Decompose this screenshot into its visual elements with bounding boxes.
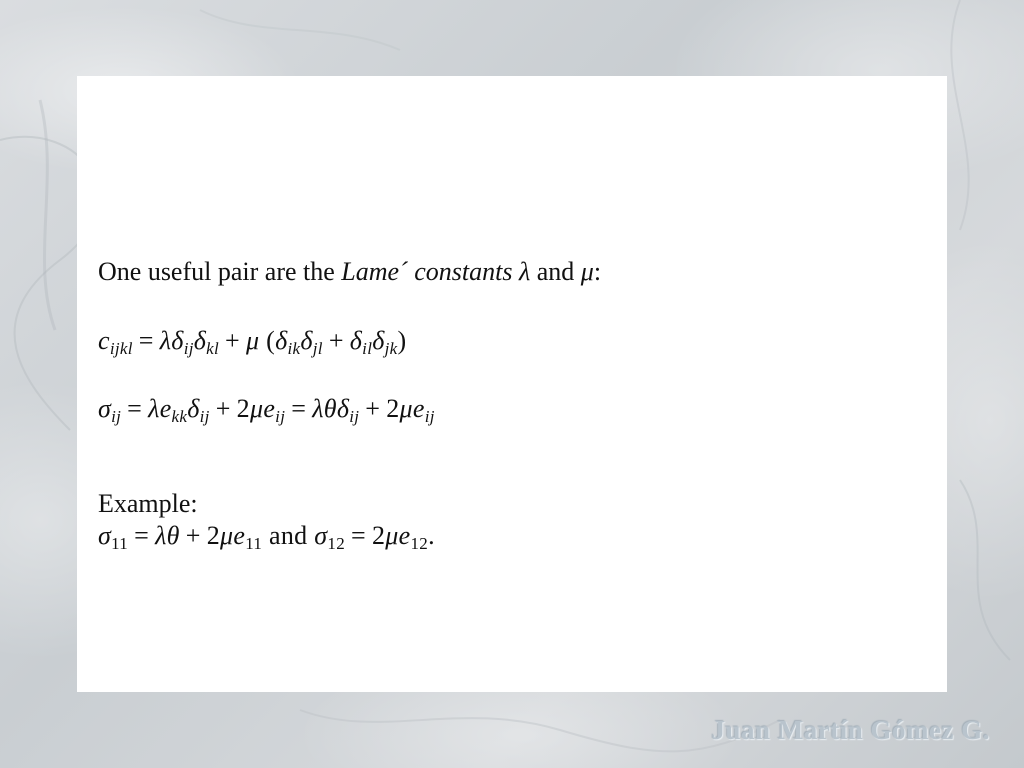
two-coefficient: 2 bbox=[206, 521, 220, 550]
e-subscript: 12 bbox=[410, 534, 429, 553]
mu-symbol: μ bbox=[220, 521, 234, 550]
delta-subscript: jk bbox=[384, 338, 398, 358]
delta-symbol: δ bbox=[349, 325, 363, 355]
sigma-subscript: ij bbox=[111, 407, 122, 426]
equation-stress-strain bbox=[98, 393, 918, 426]
delta-symbol: δ bbox=[336, 394, 350, 423]
period: . bbox=[428, 521, 435, 550]
c-symbol: c bbox=[98, 325, 110, 355]
theta-symbol: θ bbox=[323, 394, 337, 423]
delta-symbol: δ bbox=[372, 325, 385, 355]
equation-stiffness-tensor bbox=[98, 325, 918, 358]
example-label: Example: bbox=[98, 488, 198, 518]
example-equation bbox=[98, 520, 918, 553]
sigma-symbol: σ bbox=[98, 394, 112, 423]
lambda-symbol: λ bbox=[159, 325, 172, 355]
colon: : bbox=[593, 257, 602, 286]
delta-symbol: δ bbox=[171, 325, 184, 355]
plus-sign: + bbox=[328, 325, 344, 355]
mu-symbol: μ bbox=[399, 394, 413, 423]
sigma-symbol: σ bbox=[98, 521, 112, 550]
e-symbol: e bbox=[233, 521, 246, 550]
plus-sign: + bbox=[365, 394, 381, 423]
e-symbol: e bbox=[263, 394, 276, 423]
delta-symbol: δ bbox=[187, 394, 200, 423]
slide-body bbox=[98, 256, 918, 553]
plus-sign: + bbox=[215, 394, 231, 423]
lambda-symbol: λ bbox=[155, 521, 167, 550]
e-symbol: e bbox=[412, 394, 425, 423]
delta-subscript: ij bbox=[183, 338, 194, 358]
e-symbol: e bbox=[398, 521, 411, 550]
sigma-subscript: 12 bbox=[327, 534, 345, 553]
two-coefficient: 2 bbox=[236, 394, 250, 423]
equals-sign: = bbox=[127, 394, 143, 423]
mu-symbol: μ bbox=[249, 394, 264, 423]
e-subscript: ij bbox=[424, 407, 435, 426]
delta-subscript: jl bbox=[312, 338, 323, 358]
and-word: and bbox=[269, 521, 308, 550]
mu-symbol: μ bbox=[385, 521, 399, 550]
lambda-symbol: λ bbox=[148, 394, 160, 423]
mu-symbol: μ bbox=[580, 257, 594, 286]
delta-subscript: ik bbox=[287, 338, 301, 358]
equals-sign: = bbox=[134, 521, 150, 550]
delta-subscript: ij bbox=[199, 407, 210, 426]
lame-constants-term: Lame´ constants bbox=[341, 257, 513, 286]
sigma-symbol: σ bbox=[314, 521, 328, 550]
theta-symbol: θ bbox=[166, 521, 180, 550]
delta-symbol: δ bbox=[275, 325, 288, 355]
delta-symbol: δ bbox=[193, 325, 207, 355]
mu-symbol: μ bbox=[245, 325, 260, 355]
equals-sign: = bbox=[138, 325, 154, 355]
e-subscript: 11 bbox=[245, 534, 263, 553]
plus-sign: + bbox=[185, 521, 201, 550]
sigma-subscript: 11 bbox=[111, 534, 129, 553]
and-word: and bbox=[536, 257, 575, 286]
equals-sign: = bbox=[351, 521, 366, 550]
plus-sign: + bbox=[225, 325, 240, 355]
author-watermark: Juan Martín Gómez G. bbox=[711, 715, 990, 745]
c-subscript: ijkl bbox=[109, 338, 133, 358]
left-paren: ( bbox=[266, 325, 276, 355]
e-symbol: e bbox=[159, 394, 172, 423]
two-coefficient: 2 bbox=[386, 394, 400, 423]
intro-text: One useful pair are the bbox=[98, 257, 342, 286]
e-subscript: ij bbox=[275, 407, 286, 426]
delta-symbol: δ bbox=[300, 325, 313, 355]
right-paren: ) bbox=[397, 325, 407, 355]
e-subscript: kk bbox=[171, 407, 188, 426]
delta-subscript: il bbox=[362, 338, 373, 358]
equals-sign: = bbox=[291, 394, 307, 423]
delta-subscript: ij bbox=[349, 407, 360, 426]
slide-content-panel bbox=[77, 76, 947, 692]
two-coefficient: 2 bbox=[371, 521, 386, 550]
delta-subscript: kl bbox=[206, 338, 219, 358]
intro-sentence bbox=[98, 256, 918, 289]
lambda-symbol: λ bbox=[518, 257, 531, 286]
lambda-symbol: λ bbox=[312, 394, 324, 423]
